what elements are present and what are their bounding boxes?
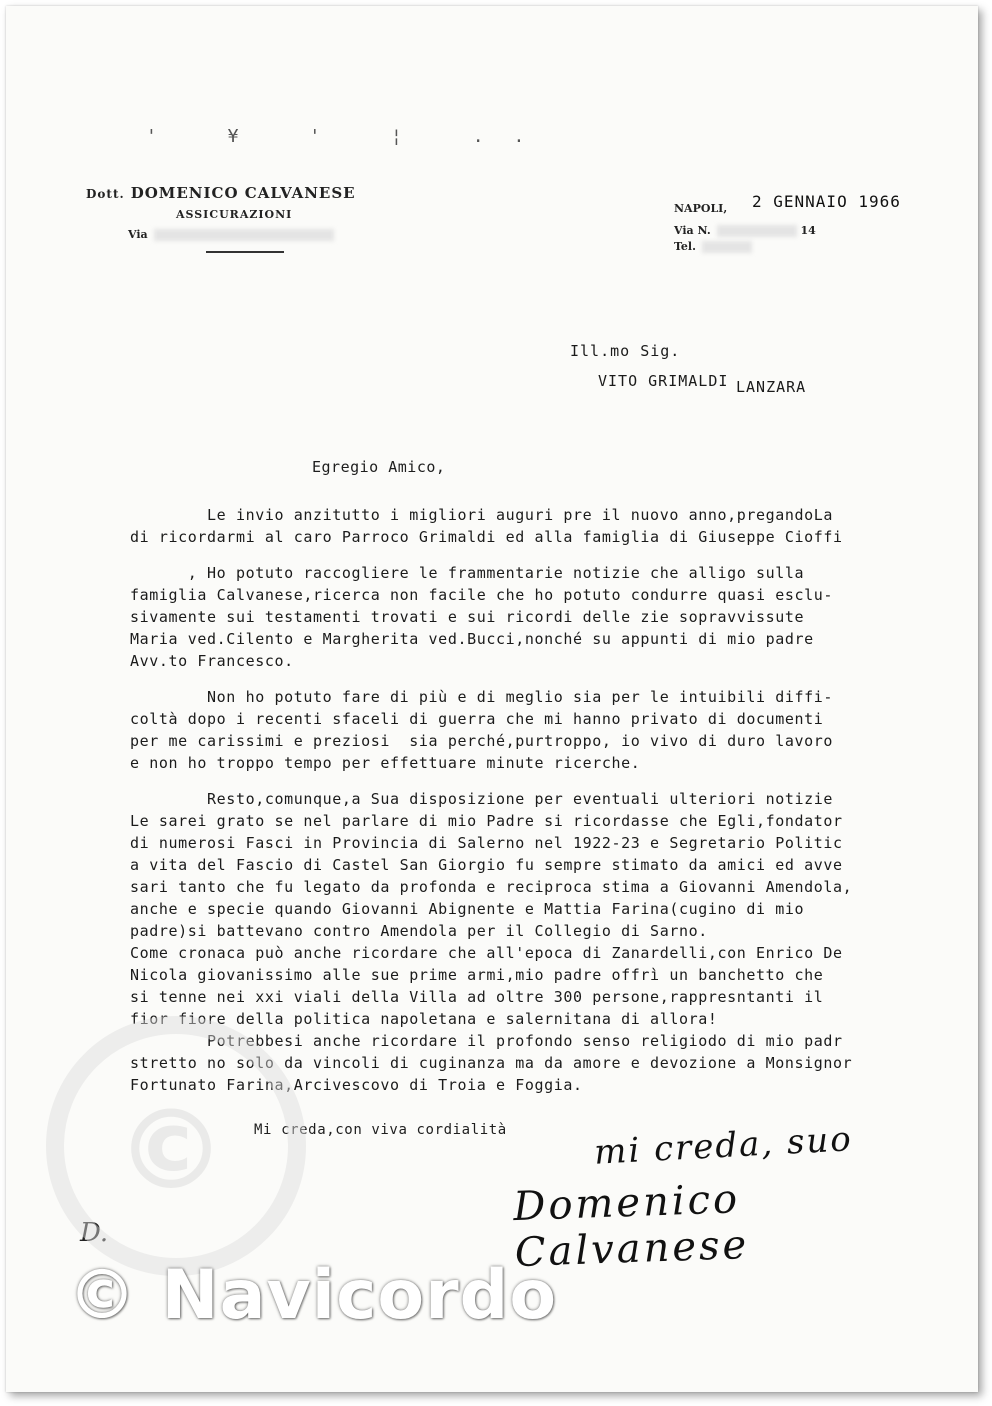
letter-line: Nicola giovanissimo alle sue prime armi,mio padre offrì un banchetto che [130,966,824,984]
letter-line: Le sarei grato se nel parlare di mio Padre si ricordasse che Egli,fondator [130,812,843,830]
recipient-town: LANZARA [736,378,807,396]
city-label: NAPOLI, [674,202,728,215]
redacted-address [154,229,334,241]
letter-paragraph [130,504,978,548]
letterhead-name-text: DOMENICO CALVANESE [130,184,356,202]
letter-line: per me carissimi e preziosi sia perché,purtroppo, io vivo di duro lavoro [130,732,834,750]
letter-line: , Ho potuto raccogliere le frammentarie notizie che alligo sulla [130,564,805,582]
letter-line: a vita del Fascio di Castel San Giorgio fu sempre stimato da amici ed avve [130,856,843,874]
watermark-copyright-icon: © [116,1086,226,1214]
letter-closing: Mi creda,con viva cordialità [254,1122,507,1138]
recipient-salutation: Ill.mo Sig. [570,342,681,360]
paragraph-gap [130,774,978,788]
letter-line: sivamente sui testamenti trovati e sui ricordi delle zie sopravvissute [130,608,805,626]
letter-body [130,474,978,1096]
letter-paragraph [130,562,978,672]
paragraph-gap [130,548,978,562]
letter-line: si tenne nei xxi viali della Villa ad oltre 300 persone,rappresntanti il [130,988,824,1006]
letter-line: anche e specie quando Giovanni Abignente e Mattia Farina(cugino di mio [130,900,805,918]
letter-line: padre)si battevano contro Amendola per il Collegio di Sarno. [130,922,708,940]
letter-line: Potrebbesi anche ricordare il profondo senso religiodo di mio padr [130,1032,843,1050]
letterhead-title-prefix: Dott. [86,187,125,201]
letter-line: Come cronaca può anche ricordare che all'epoca di Zanardelli,con Enrico De [130,944,843,962]
letter-line: Resto,comunque,a Sua disposizione per eventuali ulteriori notizie [130,790,834,808]
letter-line: sari tanto che fu legato da profonda e reciproca stima a Giovanni Amendola, [130,878,853,896]
letterhead-subtitle: ASSICURAZIONI [176,208,293,221]
letterhead-via-label: Via [128,228,148,241]
letterhead-name [86,184,356,202]
letter-paragraph [130,686,978,774]
letter-date: 2 GENNAIO 1966 [752,192,901,211]
recipient-name: VITO GRIMALDI [598,372,729,390]
letter-line: di numerosi Fasci in Provincia di Salerno nel 1922-23 e Segretario Politic [130,834,843,852]
letter-line: Maria ved.Cilento e Margherita ved.Bucci,nonché su appunti di mio padre [130,630,814,648]
letter-salutation: Egregio Amico, [312,458,446,476]
paragraph-gap [130,672,978,686]
right-address [674,224,816,237]
redacted-phone [702,241,752,253]
letter-line: Non ho potuto fare di più e di meglio sia per le intuibili diffi- [130,688,834,706]
redacted-street [717,225,797,237]
via-n-number: 14 [800,224,816,237]
via-n-label: Via N. [674,224,711,237]
paper-specks: ' ¥ ' ¦ .. [146,126,555,147]
letter-page [6,6,978,1392]
signature-line-1: mi creda, suo [593,1119,854,1173]
letter-line: Avv.to Francesco. [130,652,294,670]
letter-line: Fortunato Farina,Arcivescovo di Troia e Foggia. [130,1076,583,1094]
watermark-text: © Navicordo [68,1256,558,1335]
letter-line: coltà dopo i recenti sfaceli di guerra che mi hanno privato di documenti [130,710,824,728]
margin-mark: D. [80,1218,109,1248]
letter-line: di ricordarmi al caro Parroco Grimaldi ed alla famiglia di Giuseppe Cioffi [130,528,843,546]
letterhead-address [128,228,334,241]
letter-line: e non ho troppo tempo per effettuare minute ricerche. [130,754,641,772]
tel-label: Tel. [674,240,696,253]
letter-line: fior fiore della politica napoletana e salernitana di allora! [130,1010,718,1028]
signature-line-2: Domenico Calvanese [512,1176,750,1277]
letterhead-rule [206,251,284,253]
telephone [674,240,752,253]
letter-line: stretto no solo da vincoli di cuginanza ma da amore e devozione a Monsignor [130,1054,853,1072]
letter-line: famiglia Calvanese,ricerca non facile che ho potuto condurre quasi esclu- [130,586,834,604]
letter-line: Le invio anzitutto i migliori auguri pre il nuovo anno,pregandoLa [130,506,834,524]
